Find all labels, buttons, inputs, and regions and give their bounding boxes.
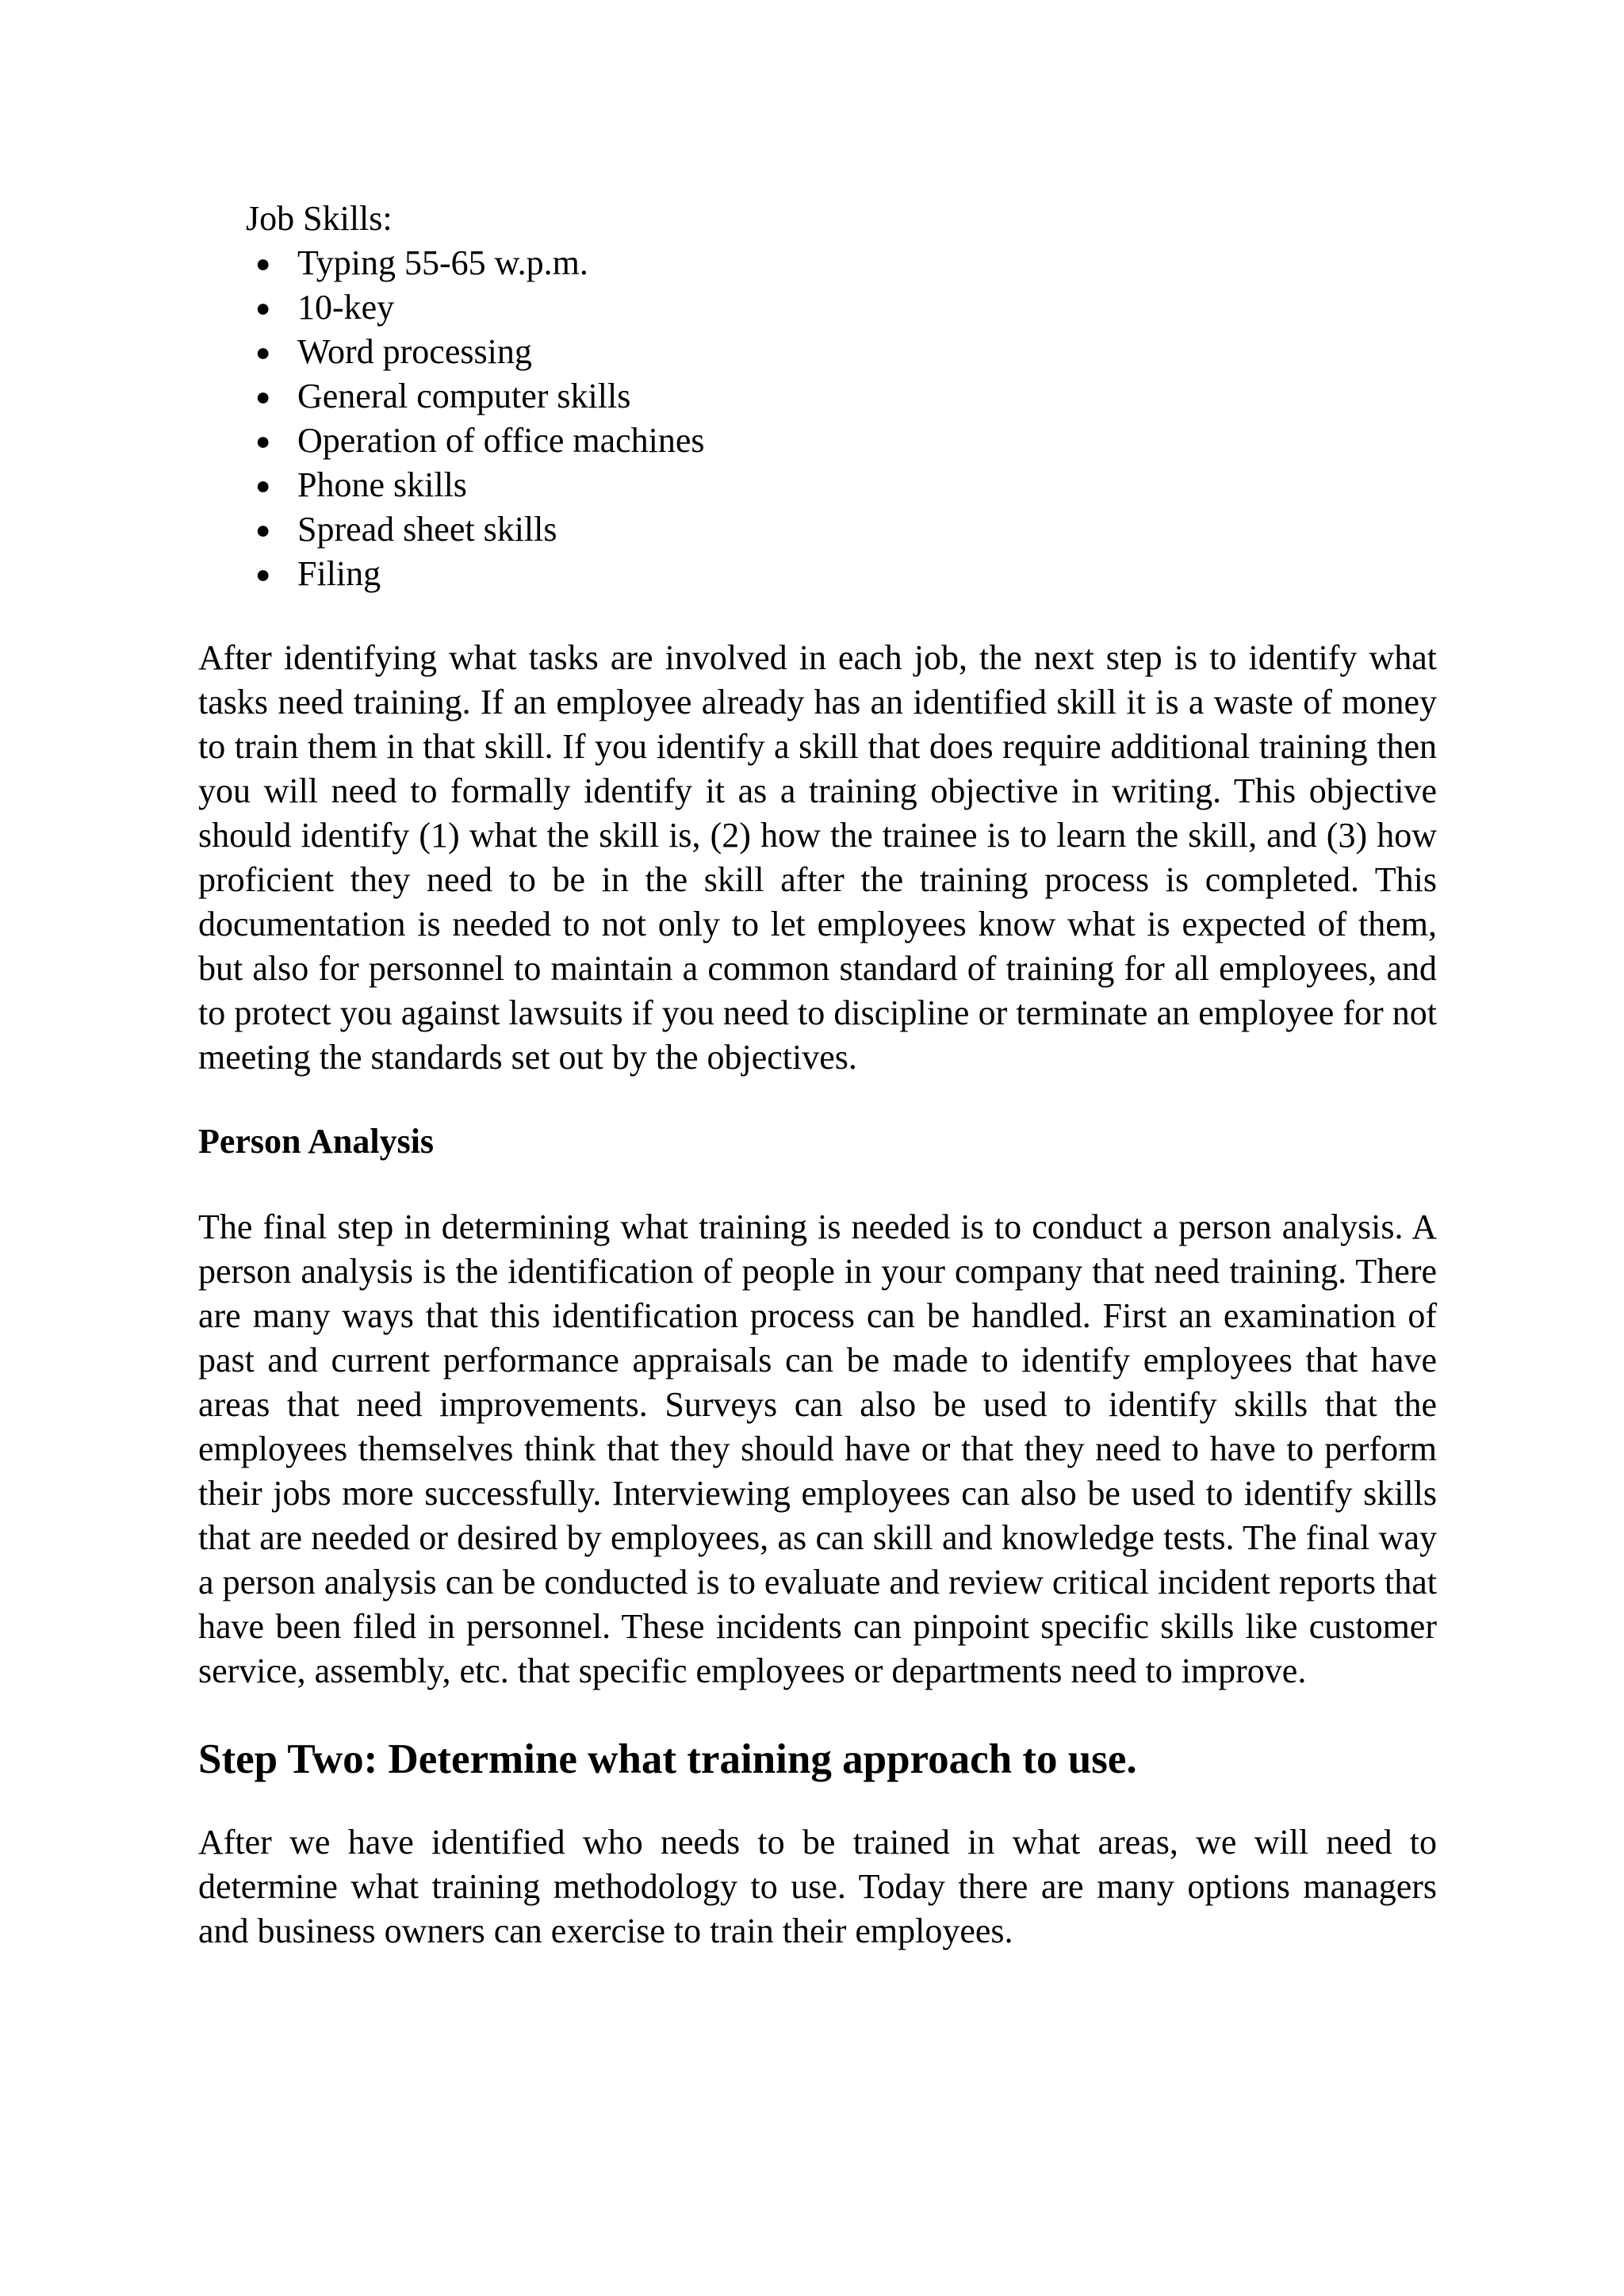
bullet-icon: ● [255,515,271,544]
bullet-icon: ● [255,560,271,588]
person-analysis-heading: Person Analysis [198,1122,435,1161]
list-item [255,507,1437,552]
list-item-text: Typing 55-65 w.p.m. [297,243,588,282]
list-item-text: General computer skills [297,377,631,415]
job-skills-list [198,241,1437,596]
job-skills-label: Job Skills: [246,199,393,238]
list-item [255,419,1437,463]
document-page [198,197,1437,1954]
list-item [255,285,1437,330]
step-two-paragraph: After we have identified who needs to be trained in what areas, we will need to determine what training methodology to use. Today there are many options managers and business owners can exercise to train their employees. [198,1823,1437,1950]
bullet-icon: ● [255,427,271,455]
list-item-text: 10-key [297,288,395,327]
list-item-text: Operation of office machines [297,421,705,460]
person-analysis-paragraph: The final step in determining what training is needed is to conduct a person analysis. A person analysis is the identification of people in your company that need training. There are many ways that this identification process can be handled. First an examination of past and current performance appraisals can be made to identify employees that have areas that need improvements. Surveys can also be used to identify skills that the employees themselves think that they should have or that they need to have to perform their jobs more successfully. Interviewing employees can also be used to identify skills that are needed or desired by employees, as can skill and knowledge tests. The final way a person analysis can be conducted is to evaluate and review critical incident reports that have been filed in personnel. These incidents can pinpoint specific skills like customer service, assembly, etc. that specific employees or departments need to improve. [198,1207,1437,1690]
list-item-text: Spread sheet skills [297,510,557,549]
training-objectives-paragraph: After identifying what tasks are involved in each job, the next step is to identify what tasks need training. If an employee already has an identified skill it is a waste of money to train them in that skill. If you identify a skill that does require additional training then you will need to formally identify it as a training objective in writing. This objective should identify (1) what the skill is, (2) how the trainee is to learn the skill, and (3) how proficient they need to be in the skill after the training process is completed. This documentation is needed to not only to let employees know what is expected of them, but also for personnel to maintain a common standard of training for all employees, and to protect you against lawsuits if you need to discipline or terminate an employee for not meeting the standards set out by the objectives. [198,638,1437,1077]
list-item [255,241,1437,285]
bullet-icon: ● [255,471,271,499]
bullet-icon: ● [255,249,271,277]
list-item-text: Phone skills [297,465,467,504]
list-item [255,552,1437,596]
list-item-text: Word processing [297,332,532,371]
bullet-icon: ● [255,382,271,411]
list-item [255,330,1437,374]
list-item [255,374,1437,419]
bullet-icon: ● [255,293,271,322]
step-two-heading: Step Two: Determine what training approach to use. [198,1736,1137,1782]
bullet-icon: ● [255,338,271,366]
list-item-text: Filing [297,554,381,593]
list-item [255,463,1437,507]
